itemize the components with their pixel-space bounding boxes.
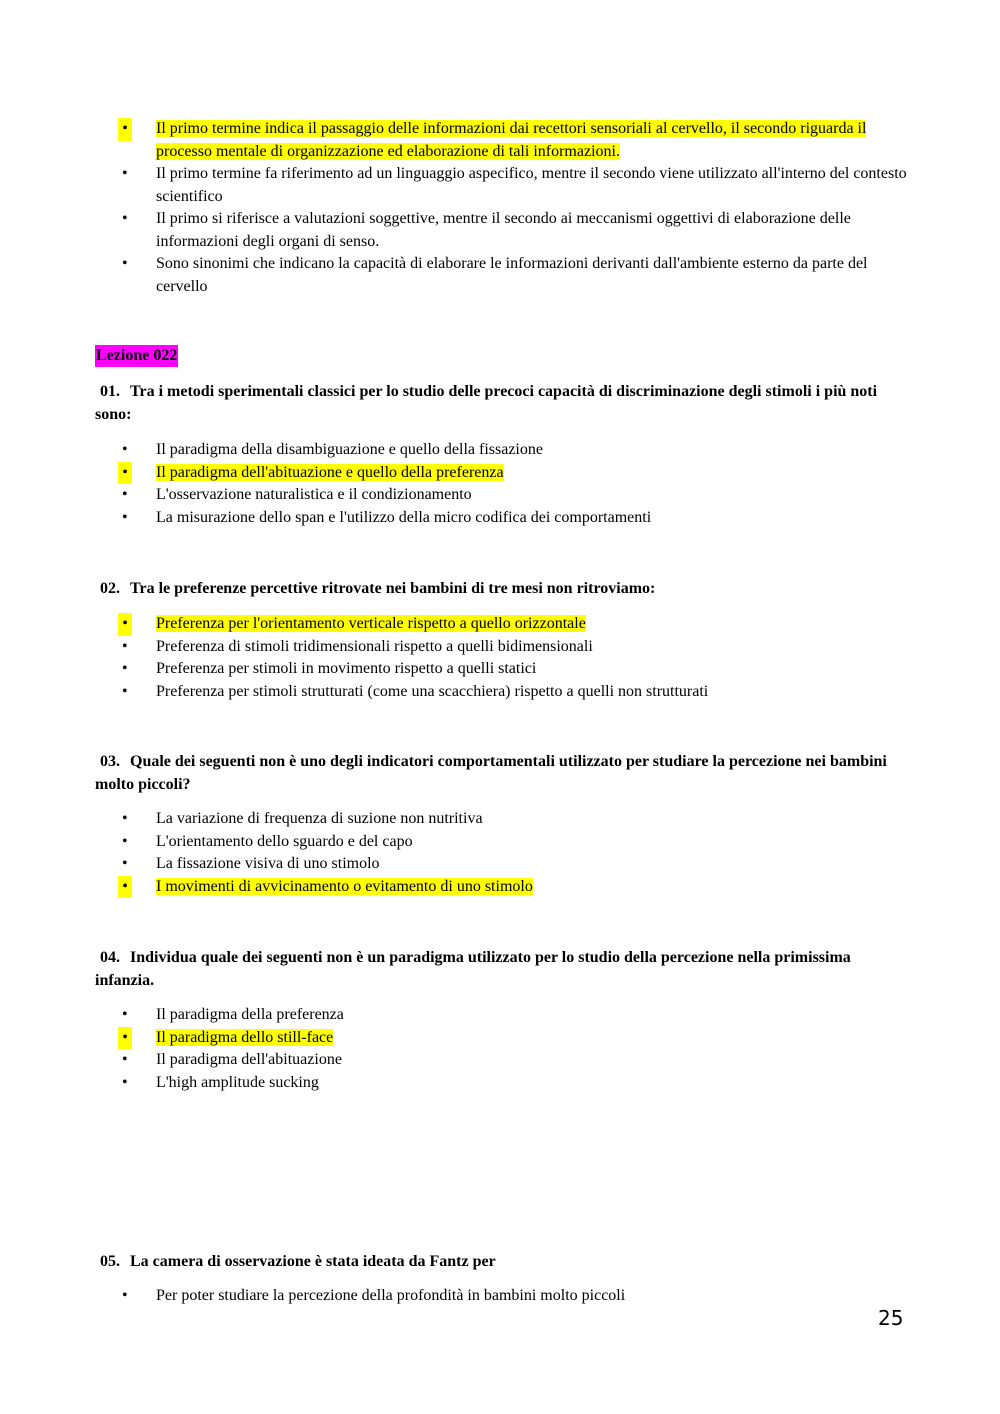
bullet-icon: • (122, 1006, 128, 1023)
bullet-icon: • (122, 255, 128, 272)
option-item (122, 1027, 912, 1050)
option-item (122, 1285, 912, 1308)
question-number: 02. (100, 580, 120, 597)
question-2-options (122, 613, 912, 703)
bullet-icon: • (122, 1287, 128, 1304)
option-item (122, 507, 912, 530)
question-1-options (122, 439, 912, 529)
bullet-icon: • (122, 508, 128, 526)
question-number: 05. (100, 1253, 120, 1270)
question-number: 01. (100, 383, 120, 400)
option-text: Per poter studiare la percezione della profondità in bambini molto piccoli (156, 1287, 626, 1304)
bullet-icon: • (122, 855, 128, 872)
option-text: Preferenza per stimoli strutturati (come una scacchiera) rispetto a quelli non strutturati (156, 682, 709, 700)
option-item (122, 484, 912, 507)
option-item (122, 681, 912, 704)
option-item (122, 208, 912, 253)
question-3-options (122, 808, 912, 898)
option-text: La variazione di frequenza di suzione non nutritiva (156, 810, 483, 827)
option-text: Sono sinonimi che indicano la capacità di elaborare le informazioni derivanti dall'ambiente esterno da parte del cervello (156, 255, 868, 295)
option-item (122, 1004, 912, 1027)
option-text: Preferenza per stimoli in movimento rispetto a quelli statici (156, 660, 537, 677)
bullet-icon: • (122, 486, 128, 503)
option-text: Il paradigma dell'abituazione (156, 1051, 342, 1068)
question-3 (95, 750, 905, 796)
bullet-icon: • (122, 682, 128, 700)
option-item (122, 831, 912, 854)
page-number: 25 (878, 1306, 904, 1330)
option-item (122, 163, 912, 208)
option-item (122, 636, 912, 659)
lesson-heading: Lezione 022 (95, 345, 178, 367)
option-text: Preferenza di stimoli tridimensionali rispetto a quelli bidimensionali (156, 637, 593, 655)
bullet-icon: • (122, 441, 128, 458)
option-text: Il paradigma della disambiguazione e quello della fissazione (156, 441, 543, 458)
bullet-icon: • (122, 637, 128, 655)
option-text: L'high amplitude sucking (156, 1073, 319, 1091)
option-item (122, 462, 912, 485)
bullet-icon: • (122, 832, 128, 850)
option-item (122, 253, 912, 298)
option-item (122, 1049, 912, 1072)
question-2 (95, 577, 905, 600)
option-item (122, 439, 912, 462)
top-option-list (122, 118, 912, 298)
question-5-options (122, 1285, 912, 1308)
option-text: Preferenza per l'orientamento verticale rispetto a quello orizzontale (156, 615, 586, 632)
question-number: 03. (100, 753, 120, 770)
question-4-options (122, 1004, 912, 1094)
question-1 (95, 380, 905, 426)
bullet-icon: • (118, 1027, 132, 1050)
option-text: L'orientamento dello sguardo e del capo (156, 832, 413, 850)
question-text: La camera di osservazione è stata ideata da Fantz per (130, 1253, 496, 1270)
option-item (122, 808, 912, 831)
question-text: Tra le preferenze percettive ritrovate nei bambini di tre mesi non ritroviamo: (130, 580, 656, 597)
bullet-icon: • (122, 660, 128, 677)
option-text: Il paradigma dell'abituazione e quello della preferenza (156, 463, 504, 481)
option-item (122, 1072, 912, 1095)
question-number: 04. (100, 949, 120, 966)
bullet-icon: • (118, 613, 132, 636)
option-item (122, 118, 912, 163)
bullet-icon: • (118, 876, 132, 899)
option-item (122, 876, 912, 899)
question-text: Quale dei seguenti non è uno degli indicatori comportamentali utilizzato per studiare la percezione nei bambini molto piccoli? (95, 753, 887, 793)
option-text: L'osservazione naturalistica e il condizionamento (156, 486, 472, 503)
bullet-icon: • (122, 1073, 128, 1091)
option-text: La fissazione visiva di uno stimolo (156, 855, 380, 872)
question-text: Individua quale dei seguenti non è un paradigma utilizzato per lo studio della percezione nella primissima infanzia. (95, 949, 851, 989)
bullet-icon: • (122, 1051, 128, 1068)
question-4 (95, 946, 905, 992)
option-text: Il primo termine indica il passaggio delle informazioni dai recettori sensoriali al cervello, il secondo riguarda il processo mentale di organizzazione ed elaborazione di tali informazioni. (156, 120, 867, 160)
bullet-icon: • (122, 165, 128, 182)
option-text: Il paradigma della preferenza (156, 1006, 344, 1023)
question-text: Tra i metodi sperimentali classici per lo studio delle precoci capacità di discriminazione degli stimoli i più noti sono: (95, 383, 878, 423)
option-text: Il primo termine fa riferimento ad un linguaggio aspecifico, mentre il secondo viene utilizzato all'interno del contesto scientifico (156, 165, 907, 205)
option-item (122, 853, 912, 876)
option-item (122, 658, 912, 681)
bullet-icon: • (118, 462, 132, 485)
bullet-icon: • (122, 210, 128, 227)
option-text: I movimenti di avvicinamento o evitamento di uno stimolo (156, 877, 533, 895)
option-text: La misurazione dello span e l'utilizzo della micro codifica dei comportamenti (156, 508, 652, 526)
bullet-icon: • (122, 810, 128, 827)
option-text: Il paradigma dello still-face (156, 1028, 334, 1046)
option-text: Il primo si riferisce a valutazioni soggettive, mentre il secondo ai meccanismi oggettivi di elaborazione delle informazioni degli organi di senso. (156, 210, 851, 250)
option-item (122, 613, 912, 636)
bullet-icon: • (118, 118, 132, 141)
question-5 (95, 1250, 905, 1273)
